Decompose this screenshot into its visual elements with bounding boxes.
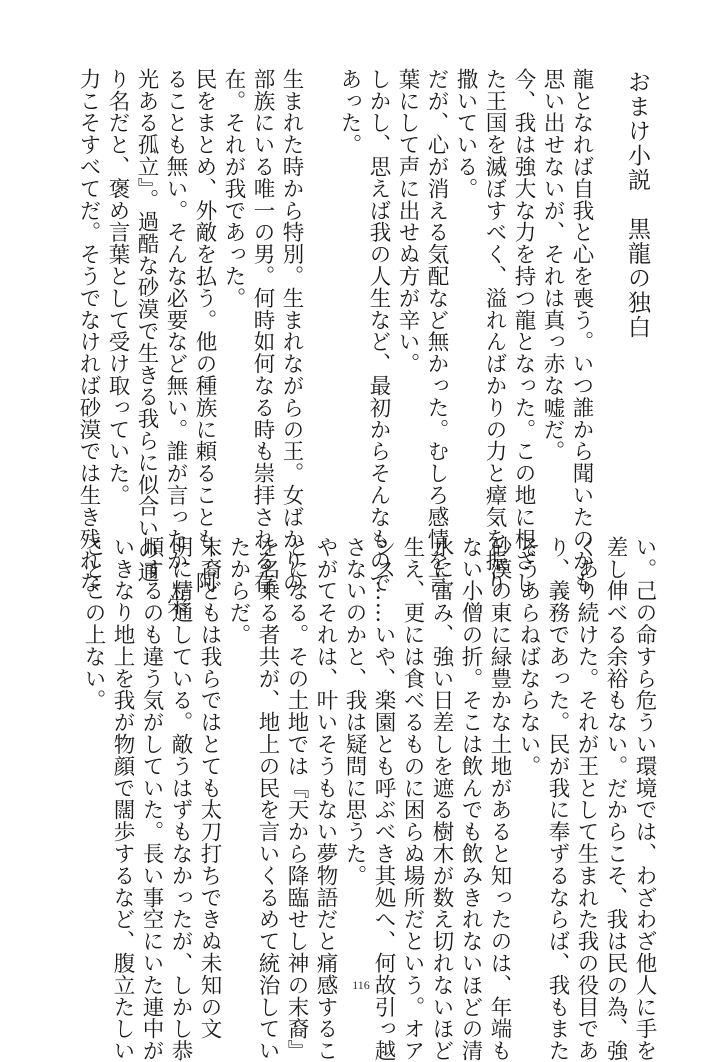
text-column: 力こそすべてだ。そうでなければ砂漠では生き残れな bbox=[76, 68, 101, 594]
text-column: いきなり地上を我が物顔で闊歩するなど、腹立たしい bbox=[110, 536, 135, 1062]
text-column: シス……いや、楽園とも呼ぶべき其処へ、何故引っ越 bbox=[371, 536, 396, 1062]
text-column: 葉にして声に出せぬ方が辛い。 bbox=[395, 68, 420, 375]
text-column: 今、我は強大な力を持つ龍となった。この地に根ざし bbox=[511, 68, 536, 594]
text-column: くあり続けた。それが王として生まれた我の役目であ bbox=[574, 536, 599, 1062]
text-column: 差し伸べる余裕もない。だからこそ、我は民の為、強 bbox=[603, 536, 628, 1062]
text-column: そうあらねばならない。 bbox=[516, 536, 541, 777]
text-column: 龍となれば自我と心を喪う。いつ誰から聞いたのかも bbox=[569, 68, 594, 594]
text-column: たからだ。 bbox=[226, 536, 251, 646]
text-column: しかし、思えば我の人生など、最初からそんなもので bbox=[366, 68, 391, 594]
text-column: 生え、更には食べるものに困らぬ場所だという。オア bbox=[400, 536, 425, 1062]
text-column: 末裔どもは我らではとても太刀打ちできぬ未知の文 bbox=[197, 536, 222, 1040]
text-column: 思い出せないが、それは真っ赤な嘘だ。 bbox=[540, 68, 565, 463]
text-column: り、義務であった。民が我に奉ずるならば、我もまた bbox=[545, 536, 570, 1062]
text-column: 生まれた時から特別。生まれながらの王。女ばかりの bbox=[279, 68, 304, 594]
text-column: 順するのも違う気がしていた。長い事空にいた連中が bbox=[139, 536, 164, 1062]
text-column: 明に精通している。敵うはずもなかったが、しかし恭 bbox=[168, 536, 193, 1062]
text-column: とになる。その土地では『天から降臨せし神の末裔』 bbox=[284, 536, 309, 1062]
text-column: ことこの上ない。 bbox=[81, 536, 106, 712]
text-column: 民をまとめ、外敵を払う。他の種族に頼ることも、阿 bbox=[192, 68, 217, 594]
text-column: 在。それが我であった。 bbox=[221, 68, 246, 309]
text-column: だが、心が消える気配など無かった。むしろ感情を言 bbox=[424, 68, 449, 594]
text-column: あった。 bbox=[337, 68, 362, 156]
text-column: やがてそれは、叶いそうもない夢物語だと痛感するこ bbox=[313, 536, 338, 1062]
text-column: た王国を滅ぼすべく、溢れんばかりの力と瘴気を振り bbox=[482, 68, 507, 594]
text-column: 部族にいる唯一の男。何時如何なる時も崇拝される存 bbox=[250, 68, 275, 594]
text-column: い。己の命すら危うい環境では、わざわざ他人に手を bbox=[632, 536, 657, 1062]
text-column: 撒いている。 bbox=[453, 68, 478, 200]
text-column: ない小僧の折。そこは飲んでも飲みきれないほどの清 bbox=[458, 536, 483, 1062]
text-column: 砂漠の東に緑豊かな土地があると知ったのは、年端も bbox=[487, 536, 512, 1062]
text-column: さないのかと、我は疑問に思うた。 bbox=[342, 536, 367, 887]
text-column: ることも無い。そんな必要など無い。誰が言ったか『栄 bbox=[163, 68, 188, 616]
text-column: 光ある孤立』。過酷な砂漠で生きる我らに似合いの通 bbox=[134, 68, 159, 583]
chapter-title: おまけ小説 黒龍の独白 bbox=[624, 70, 650, 340]
text-column: 水に富み、強い日差しを遮る樹木が数え切れないほど bbox=[429, 536, 454, 1062]
text-column: を名乗る者共が、地上の民を言いくるめて統治してい bbox=[255, 536, 280, 1062]
text-column: り名だと、褒め言葉として受け取っていた。 bbox=[105, 68, 130, 506]
page-number: 116 bbox=[352, 978, 370, 992]
